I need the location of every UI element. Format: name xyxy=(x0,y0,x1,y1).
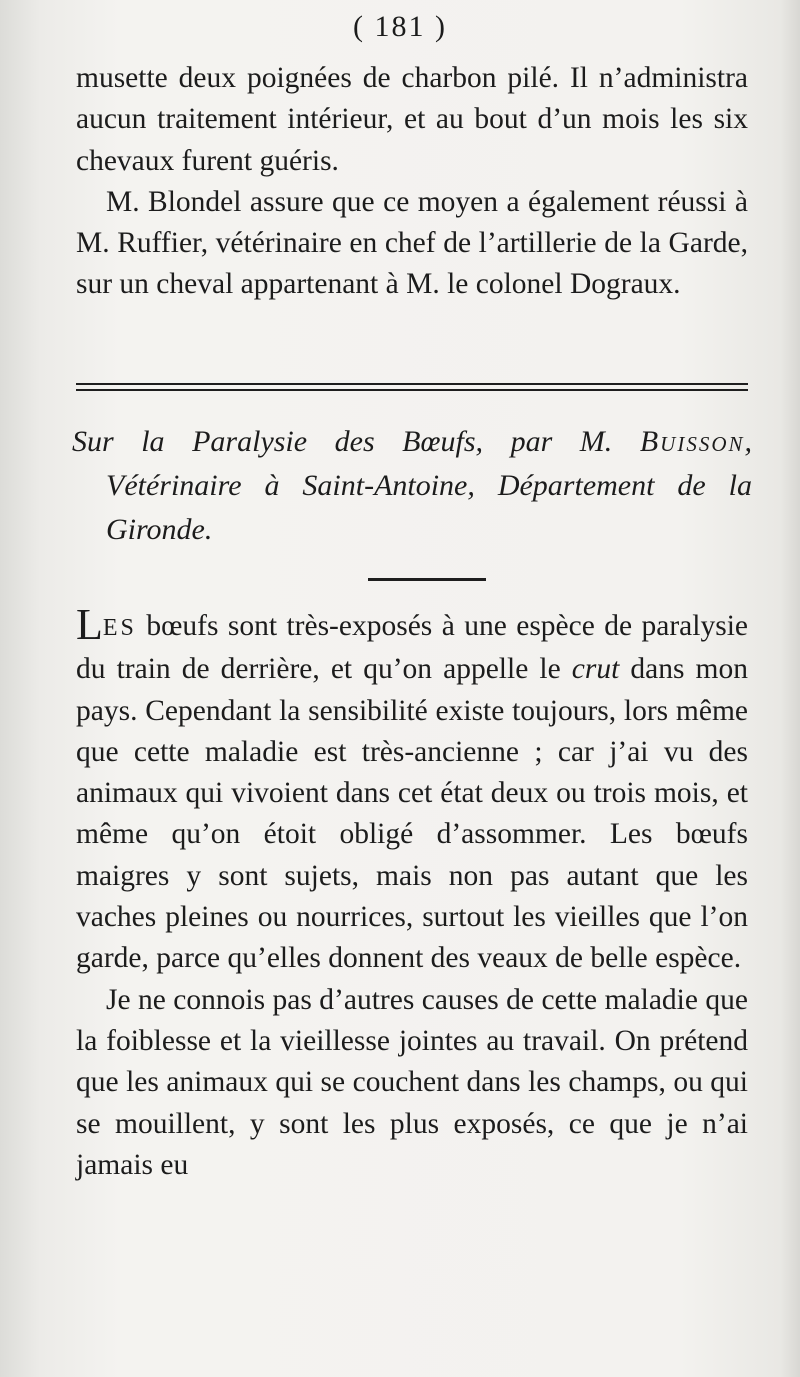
first-paragraph-text-a: bœufs sont très-exposés à une espèce de paralysie du train de derrière, et qu’on appelle le xyxy=(76,610,748,686)
drop-cap: L xyxy=(76,600,103,649)
second-paragraph: Je ne connois pas d’autres causes de cette maladie que la foiblesse et la vieillesse jointes au travail. On prétend que les animaux qui se couchent dans les champs, ou qui se mouillent, y sont les plus exposés, ce que je n’ai jamais eu xyxy=(76,983,748,1181)
continued-paragraph: musette deux poignées de charbon pilé. Il n’administra aucun traitement intérieur, et au bout d’un mois les six chevaux furent guéris. xyxy=(76,62,748,177)
page-number: ( 181 ) xyxy=(353,10,447,43)
article-title xyxy=(72,420,752,552)
section-divider xyxy=(76,383,748,391)
blondel-paragraph: M. Blondel assure que ce moyen a également réussi à M. Ruffier, vétérinaire en chef de l’artillerie de la Garde, sur un cheval appartenant à M. le colonel Dograux. xyxy=(76,185,748,301)
article-title-text xyxy=(72,420,752,552)
continued-text xyxy=(76,58,748,306)
opening-small-caps: ES xyxy=(102,615,137,641)
first-paragraph xyxy=(76,600,748,980)
crut-term: crut xyxy=(571,653,620,686)
article-body xyxy=(76,600,748,1186)
title-author: Buisson xyxy=(639,425,745,458)
title-part-2: , Vétérinaire à Saint-Antoine, Département de la Gironde. xyxy=(106,425,752,546)
title-rule xyxy=(368,578,486,581)
title-part-1: Sur la Paralysie des Bœufs, par M. xyxy=(72,425,640,458)
first-paragraph-text-b: dans mon pays. Cependant la sensibilité existe toujours, lors même que cette maladie est très-ancienne ; car j’ai vu des animaux qui vivoient dans cet état deux ou trois mois, et même qu’on étoit obligé d’assommer. Les bœufs maigres y sont sujets, mais non pas autant que les vaches pleines ou nourrices, surtout les vieilles que l’on garde, parce qu’elles donnent des veaux de belle espèce. xyxy=(76,653,748,975)
